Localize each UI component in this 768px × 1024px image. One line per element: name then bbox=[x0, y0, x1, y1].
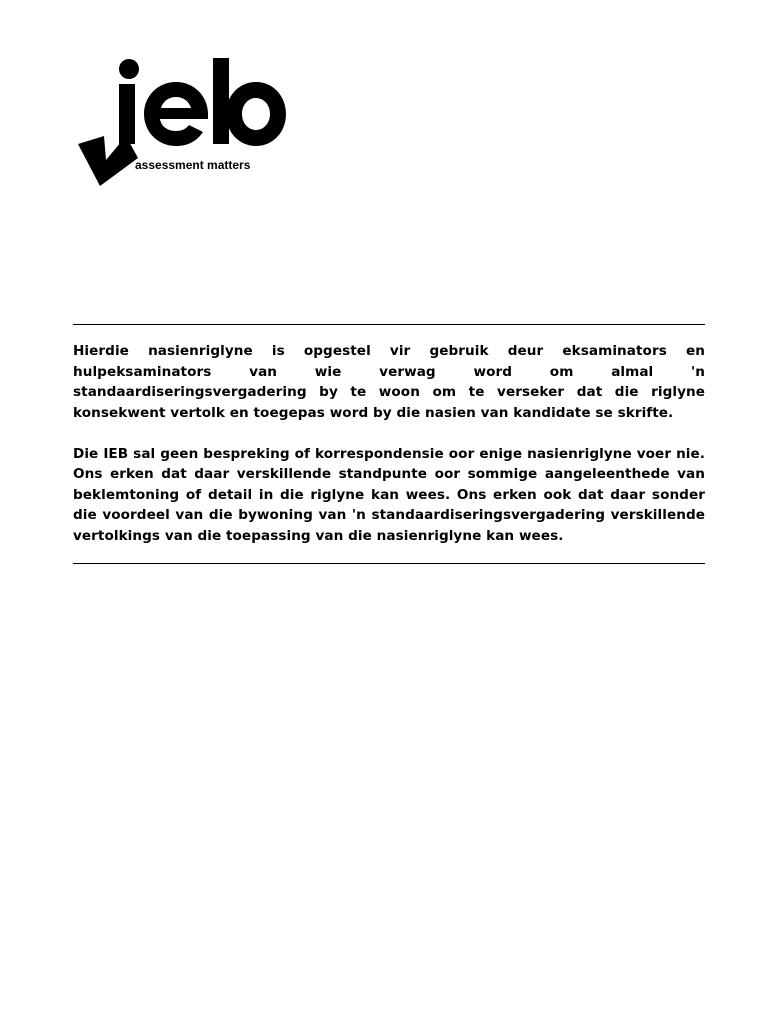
logo-letter-e bbox=[144, 82, 208, 146]
ieb-logo bbox=[76, 56, 292, 190]
logo-letter-i-dot bbox=[119, 59, 139, 79]
marking-guidelines-notice bbox=[73, 324, 705, 564]
notice-paragraph-intro: Hierdie nasienriglyne is opgestel vir gebruik deur eksaminators en hulpeksaminators van wie verwag word om almal 'n standaardiseringsvergadering by te woon om te verseker dat die riglyne konsekwent vertolk en toegepas word by die nasien van kandidate se skrifte. bbox=[73, 343, 705, 421]
ieb-logo-graphic bbox=[76, 56, 292, 190]
logo-letter-i-stem bbox=[119, 84, 135, 144]
notice-paragraph-disclaimer: Die IEB sal geen bespreking of korrespondensie oor enige nasienriglyne voer nie. Ons erken dat daar verskillende standpunte oor sommige aangeleenthede van beklemtoning of detail in die riglyne kan wees. Ons erken ook dat daar sonder die voordeel van die bywoning van 'n standaardiseringsvergadering verskillende vertolkings van die toepassing van die nasienriglyne kan wees. bbox=[73, 445, 705, 544]
logo-tagline: assessment matters bbox=[135, 158, 251, 172]
logo-letter-b-stem bbox=[213, 58, 229, 144]
logo-letter-b-bowl bbox=[226, 82, 286, 146]
